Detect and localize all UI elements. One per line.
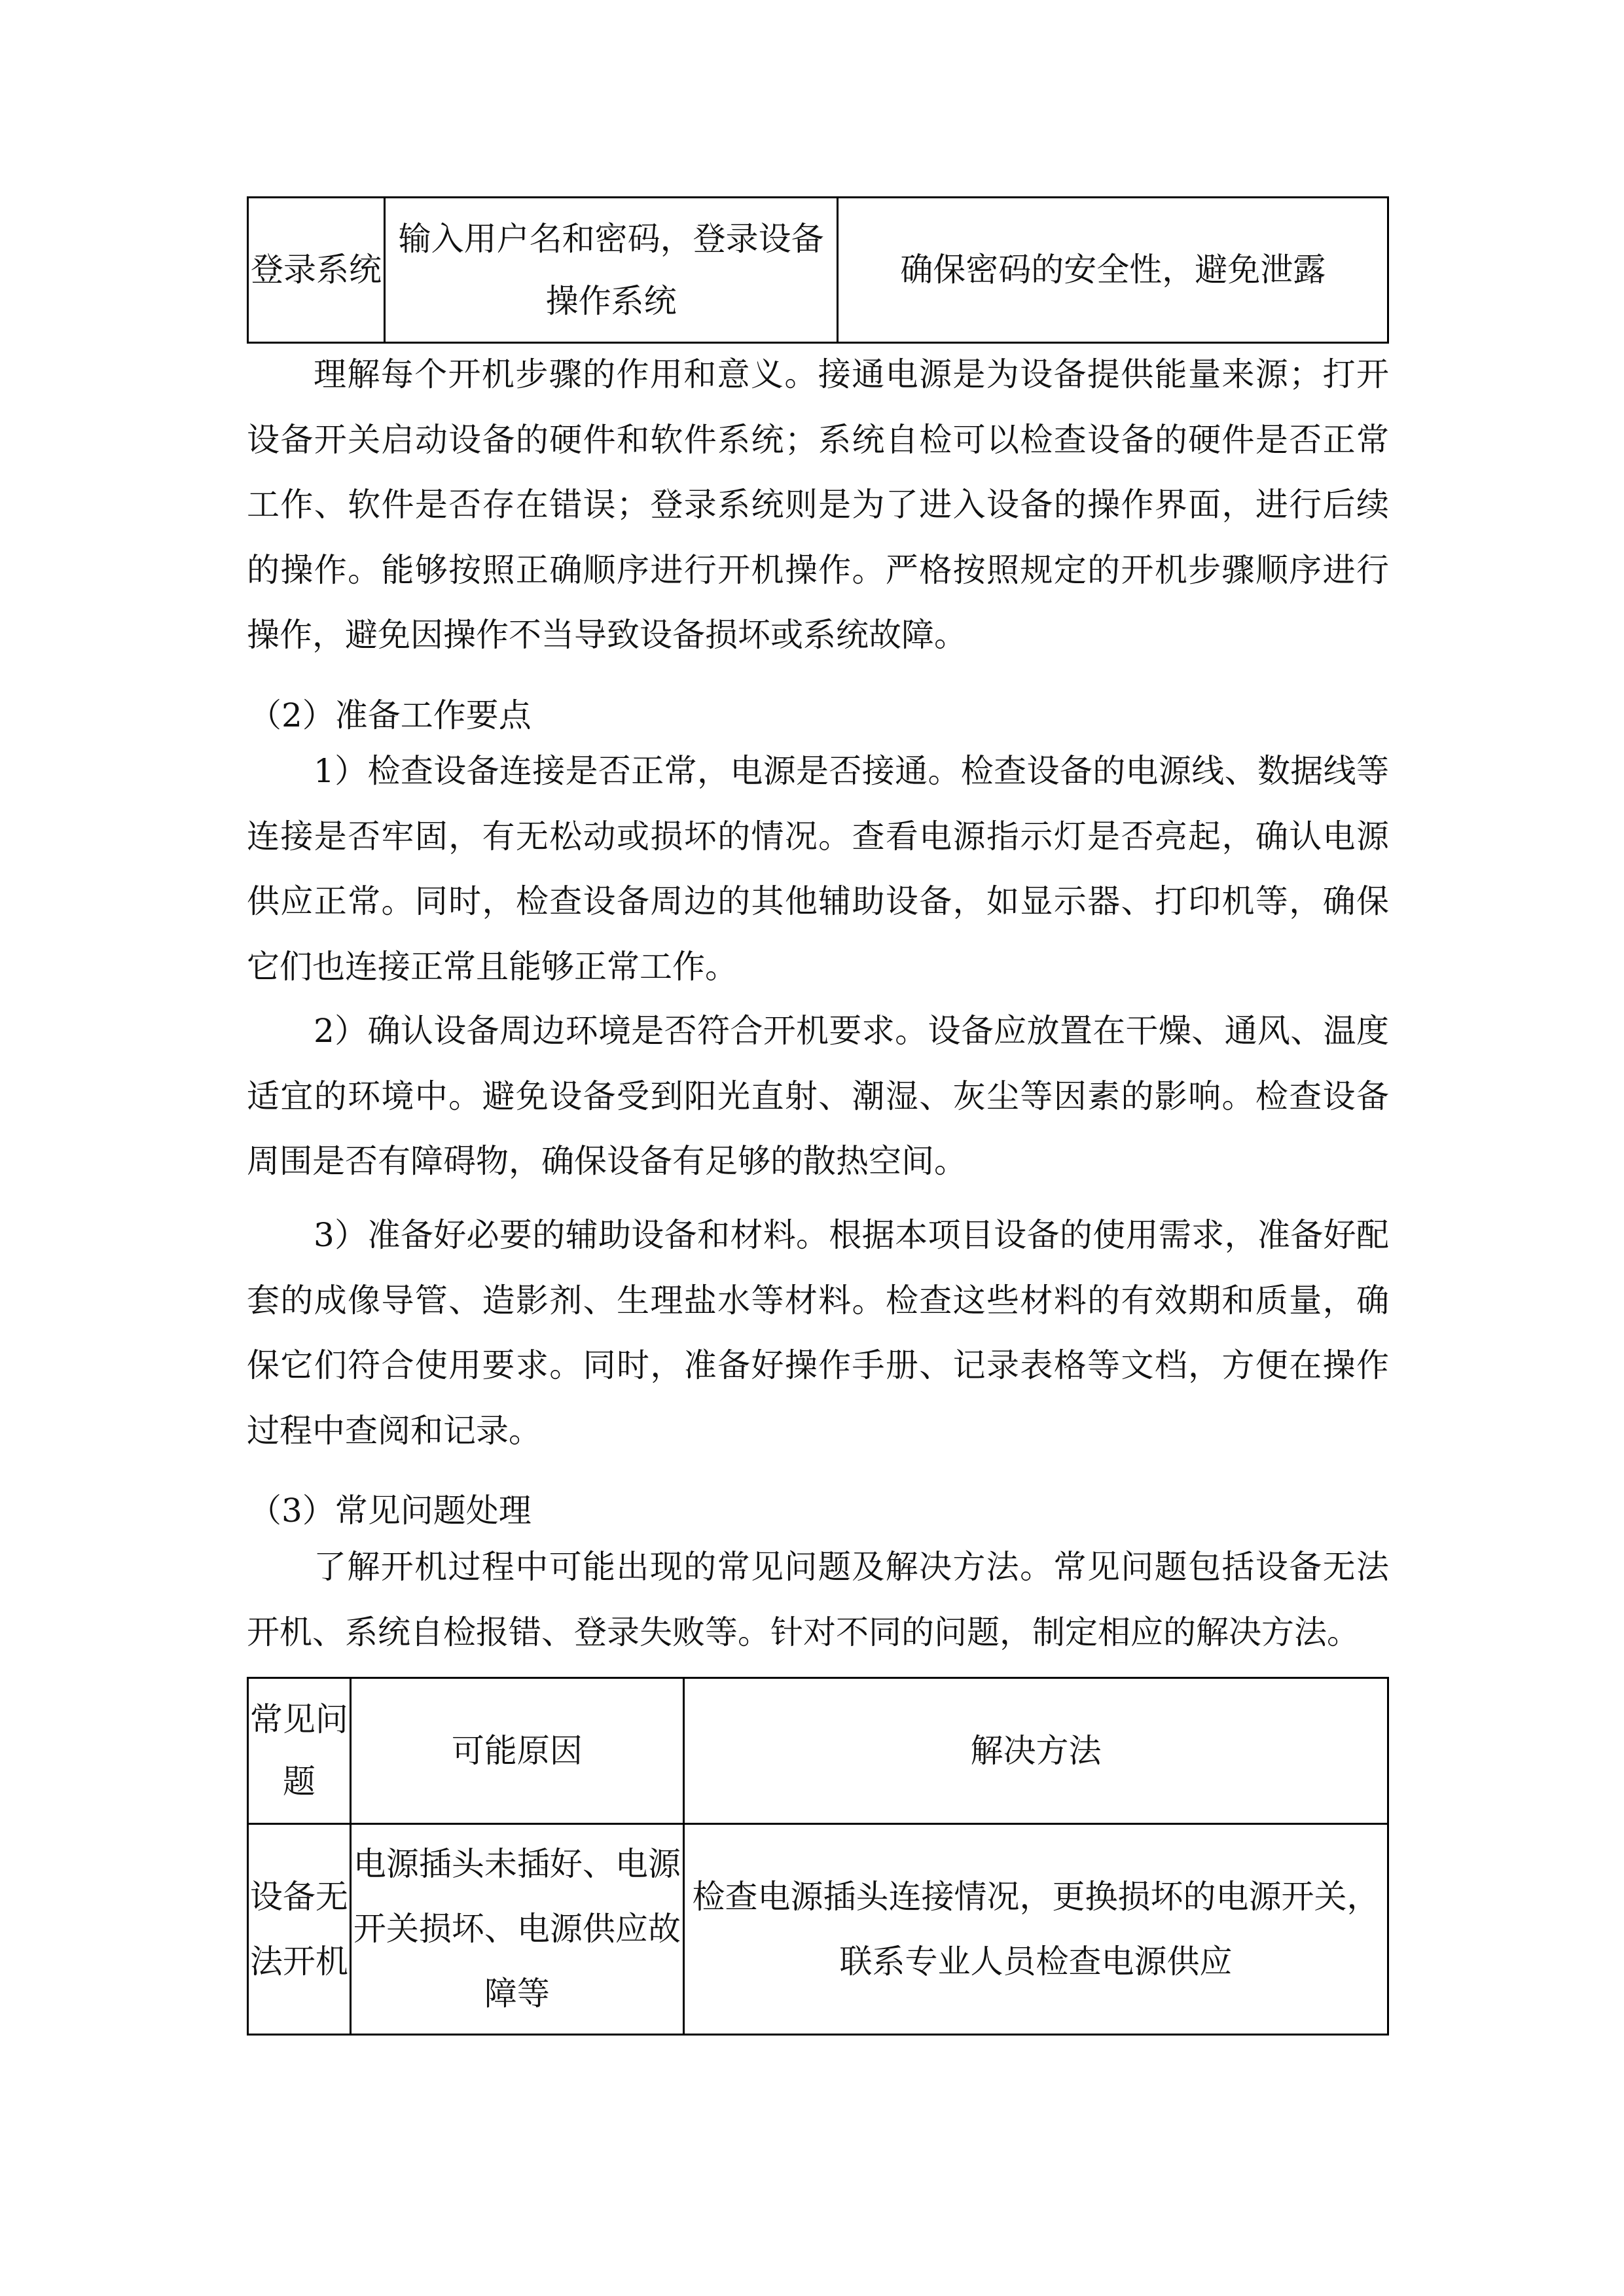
cell-problem <box>248 1824 351 2035</box>
table-cell-action <box>384 198 837 343</box>
table-cell-note <box>838 198 1388 343</box>
paragraph-prep-item-3: 3）准备好必要的辅助设备和材料。根据本项目设备的使用需求，准备好配套的成像导管、造影剂、生理盐水等材料。检查这些材料的有效期和质量，确保它们符合使用要求。同时，准备好操作手册、记录表格等文档，方便在操作过程中查阅和记录。 <box>247 1216 1389 1450</box>
cell-line: 检查电源插头连接情况，更换损坏的电源开关， <box>692 1877 1380 1916</box>
table-row <box>248 198 1388 343</box>
table-cell-step <box>248 198 385 343</box>
common-problems-table <box>247 1677 1389 2036</box>
header-cause <box>350 1678 683 1824</box>
cell-line: 操作系统 <box>545 281 677 320</box>
cell-line: 法开机 <box>249 1942 348 1981</box>
cell-line: 登录系统 <box>250 251 382 289</box>
cell-line: 确保密码的安全性，避免泄露 <box>900 251 1326 289</box>
cell-line: 可能原因 <box>451 1731 583 1770</box>
cell-line: 设备无 <box>249 1877 348 1916</box>
table-header-row <box>248 1678 1388 1824</box>
cell-line: 解决方法 <box>970 1731 1102 1770</box>
login-step-table <box>247 196 1389 344</box>
cell-line: 联系专业人员检查电源供应 <box>839 1942 1233 1981</box>
paragraph-prep-item-1: 1）检查设备连接是否正常，电源是否接通。检查设备的电源线、数据线等连接是否牢固，有无松动或损坏的情况。查看电源指示灯是否亮起，确认电源供应正常。同时，检查设备周边的其他辅助设备，如显示器、打印机等，确保它们也连接正常且能够正常工作。 <box>247 752 1389 986</box>
cell-solution <box>684 1824 1388 2035</box>
cell-line: 题 <box>282 1763 316 1801</box>
section-heading-preparation: （2）准备工作要点 <box>249 696 532 734</box>
paragraph-prep-item-2: 2）确认设备周边环境是否符合开机要求。设备应放置在干燥、通风、温度适宜的环境中。避免设备受到阳光直射、潮湿、灰尘等因素的影响。检查设备周围是否有障碍物，确保设备有足够的散热空间。 <box>247 1012 1389 1180</box>
header-problem <box>248 1678 351 1824</box>
cell-line: 电源插头未插好、电源 <box>353 1845 681 1883</box>
paragraph-problems-intro: 了解开机过程中可能出现的常见问题及解决方法。常见问题包括设备无法开机、系统自检报错、登录失败等。针对不同的问题，制定相应的解决方法。 <box>247 1548 1389 1651</box>
cell-line: 常见问 <box>249 1700 348 1738</box>
cell-cause <box>350 1824 683 2035</box>
cell-line: 开关损坏、电源供应故 <box>353 1910 681 1948</box>
cell-line: 障等 <box>484 1975 550 2013</box>
section-heading-common-problems: （3）常见问题处理 <box>249 1492 532 1530</box>
paragraph-understand-steps: 理解每个开机步骤的作用和意义。接通电源是为设备提供能量来源；打开设备开关启动设备的硬件和软件系统；系统自检可以检查设备的硬件是否正常工作、软件是否存在错误；登录系统则是为了进入设备的操作界面，进行后续的操作。能够按照正确顺序进行开机操作。严格按照规定的开机步骤顺序进行操作，避免因操作不当导致设备损坏或系统故障。 <box>247 355 1389 654</box>
cell-line: 输入用户名和密码，登录设备 <box>398 219 824 258</box>
table-row <box>248 1824 1388 2035</box>
header-solution <box>684 1678 1388 1824</box>
